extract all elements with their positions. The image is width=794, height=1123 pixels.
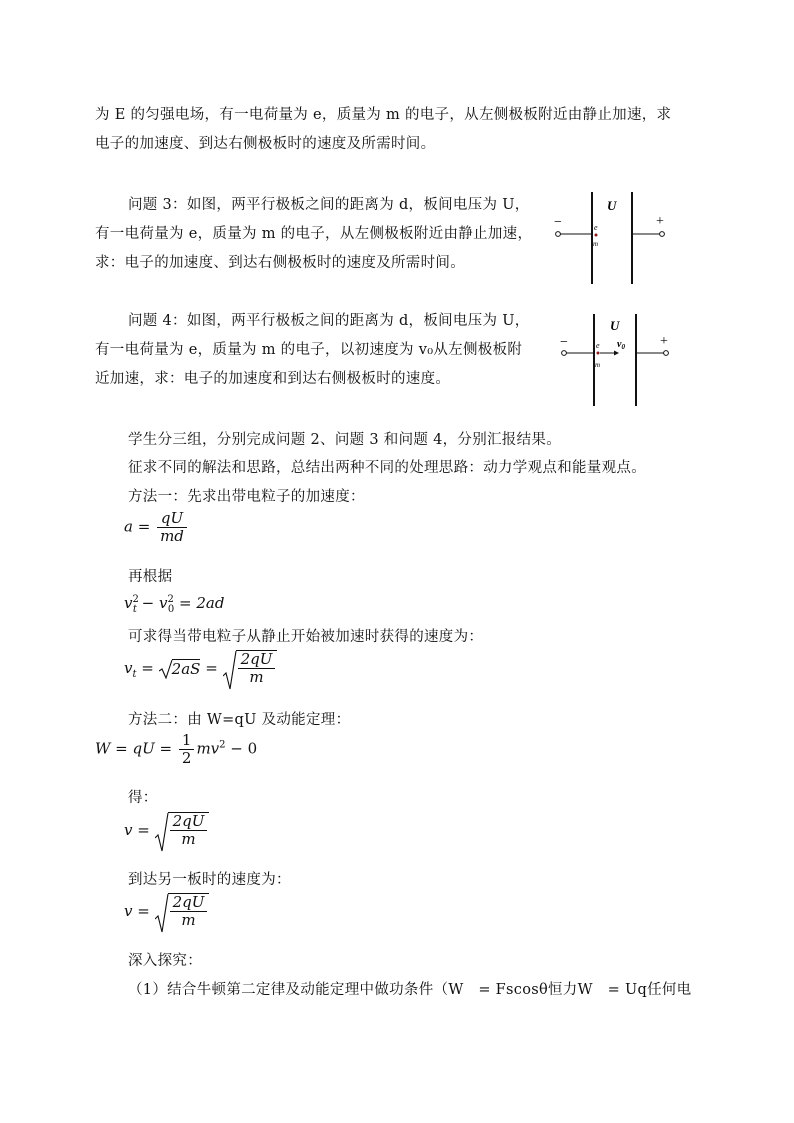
velocity-arrow-head-icon xyxy=(614,351,619,356)
w-tail: − 0 xyxy=(230,739,258,758)
left-terminal xyxy=(562,351,567,356)
kin-sub-0: 0 xyxy=(167,604,175,615)
kin-sup: 2 xyxy=(132,594,139,605)
formula-velocity-2 xyxy=(124,893,209,931)
plus-label: + xyxy=(660,334,668,349)
method2-heading: 方法二：由 W=qU 及动能定理： xyxy=(128,712,351,728)
fraction xyxy=(170,894,208,929)
radical-sign-icon xyxy=(155,893,169,933)
charge-e-label: e xyxy=(596,341,600,350)
vt-sub: t xyxy=(132,669,137,680)
kin-v: v xyxy=(124,594,133,612)
fraction xyxy=(170,813,208,848)
right-terminal xyxy=(664,351,669,356)
fraction-denominator: m xyxy=(249,668,264,686)
sqrt-fraction xyxy=(155,893,210,931)
electron-dot xyxy=(595,234,598,237)
fraction xyxy=(157,510,187,545)
intro-line-1: 为 E 的匀强电场，有一电荷量为 e，质量为 m 的电子，从左侧极板附近由静止加速，求 xyxy=(95,107,672,123)
formula-kinematic xyxy=(124,594,224,615)
left-terminal xyxy=(556,232,561,237)
w-lhs: W = qU = xyxy=(95,739,173,758)
v0-v: v xyxy=(617,339,622,350)
radical-sign-icon xyxy=(223,650,237,690)
fraction-numerator: qU xyxy=(157,510,187,528)
vt-eq2: = xyxy=(205,659,218,677)
v0-sub: 0 xyxy=(621,343,625,351)
w-mv: mv xyxy=(196,739,220,758)
fraction-denominator: 2 xyxy=(181,749,192,767)
formula-velocity-1 xyxy=(124,812,209,850)
mass-m-label: m xyxy=(595,361,601,369)
fraction-denominator: m xyxy=(181,830,196,848)
obtain-text: 可求得当带电粒子从静止开始被加速时获得的速度为： xyxy=(128,629,484,645)
charge-e-label: e xyxy=(594,223,598,232)
question4-line-1: 问题 4：如图，两平行极板之间的距离为 d，板间电压为 U， xyxy=(128,313,530,329)
w-sup: 2 xyxy=(219,739,226,751)
method1-heading: 方法一：先求出带电粒子的加速度： xyxy=(128,489,365,505)
de-text: 得： xyxy=(128,790,158,806)
item1-line: （1）结合牛顿第二定律及动能定理中做功条件（W = Fscosθ恒力W = Uq任何电 xyxy=(128,982,692,998)
v2-lhs: v = xyxy=(124,902,150,920)
sqrt-fraction xyxy=(155,812,210,850)
sqrt-radical xyxy=(159,659,201,679)
question3-line-2: 有一电荷量为 e，质量为 m 的电子，从左侧极板附近由静止加速， xyxy=(95,226,533,242)
fraction-denominator: md xyxy=(160,527,184,545)
v0-label xyxy=(617,339,625,351)
plus-label: + xyxy=(656,214,664,229)
parallel-plates-figure-2 xyxy=(556,310,676,410)
electron-dot xyxy=(597,352,600,355)
sqrt-fraction xyxy=(223,650,278,688)
minus-label: − xyxy=(560,335,568,350)
intro-line-2: 电子的加速度、到达右侧极板时的速度及所需时间。 xyxy=(95,136,436,152)
vt-v: v xyxy=(124,659,133,677)
fraction-numerator: 2qU xyxy=(170,813,208,831)
kin-sub-t: t xyxy=(132,604,137,615)
kin-minus: − xyxy=(141,594,155,612)
fraction-numerator: 2qU xyxy=(238,651,276,669)
then-text: 再根据 xyxy=(128,569,173,585)
formula-acceleration xyxy=(124,510,189,545)
fraction xyxy=(238,651,276,686)
deep-heading: 深入探究： xyxy=(128,953,202,969)
question3-line-1: 问题 3：如图，两平行极板之间的距离为 d，板间电压为 U， xyxy=(128,197,530,213)
right-terminal xyxy=(660,232,665,237)
vt-eq: = xyxy=(141,659,154,677)
voltage-label: U xyxy=(610,318,620,333)
parallel-plates-figure-1 xyxy=(548,188,678,288)
question4-line-3: 近加速，求：电子的加速度和到达右侧极板时的速度。 xyxy=(95,371,451,387)
groups-paragraph: 学生分三组，分别完成问题 2、问题 3 和问题 4，分别汇报结果。 xyxy=(128,432,562,448)
kin-rhs: = 2ad xyxy=(179,594,225,612)
question3-line-3: 求：电子的加速度、到达右侧极板时的速度及所需时间。 xyxy=(95,255,465,271)
formula-velocity-t xyxy=(124,650,277,688)
formula-a-lhs: a = xyxy=(124,517,151,536)
minus-label: − xyxy=(554,215,562,230)
reach-text: 到达另一板时的速度为： xyxy=(128,872,291,888)
question4-line-2: 有一电荷量为 e，质量为 m 的电子，以初速度为 v₀从左侧极板附 xyxy=(95,342,523,358)
fraction-numerator: 1 xyxy=(179,732,195,750)
methods-paragraph: 征求不同的解法和思路，总结出两种不同的处理思路：动力学观点和能量观点。 xyxy=(128,460,646,476)
voltage-label: U xyxy=(607,198,617,213)
v1-lhs: v = xyxy=(124,821,150,839)
radical-sign-icon xyxy=(155,812,169,852)
mass-m-label: m xyxy=(593,240,599,248)
radicand: 2aS xyxy=(171,660,201,678)
kin-v0: v xyxy=(159,594,168,612)
formula-work-energy xyxy=(95,732,257,767)
fraction-denominator: m xyxy=(181,911,196,929)
fraction-numerator: 2qU xyxy=(170,894,208,912)
radical-sign-icon xyxy=(159,659,173,679)
kin-sup2: 2 xyxy=(167,594,174,605)
fraction xyxy=(179,732,195,767)
